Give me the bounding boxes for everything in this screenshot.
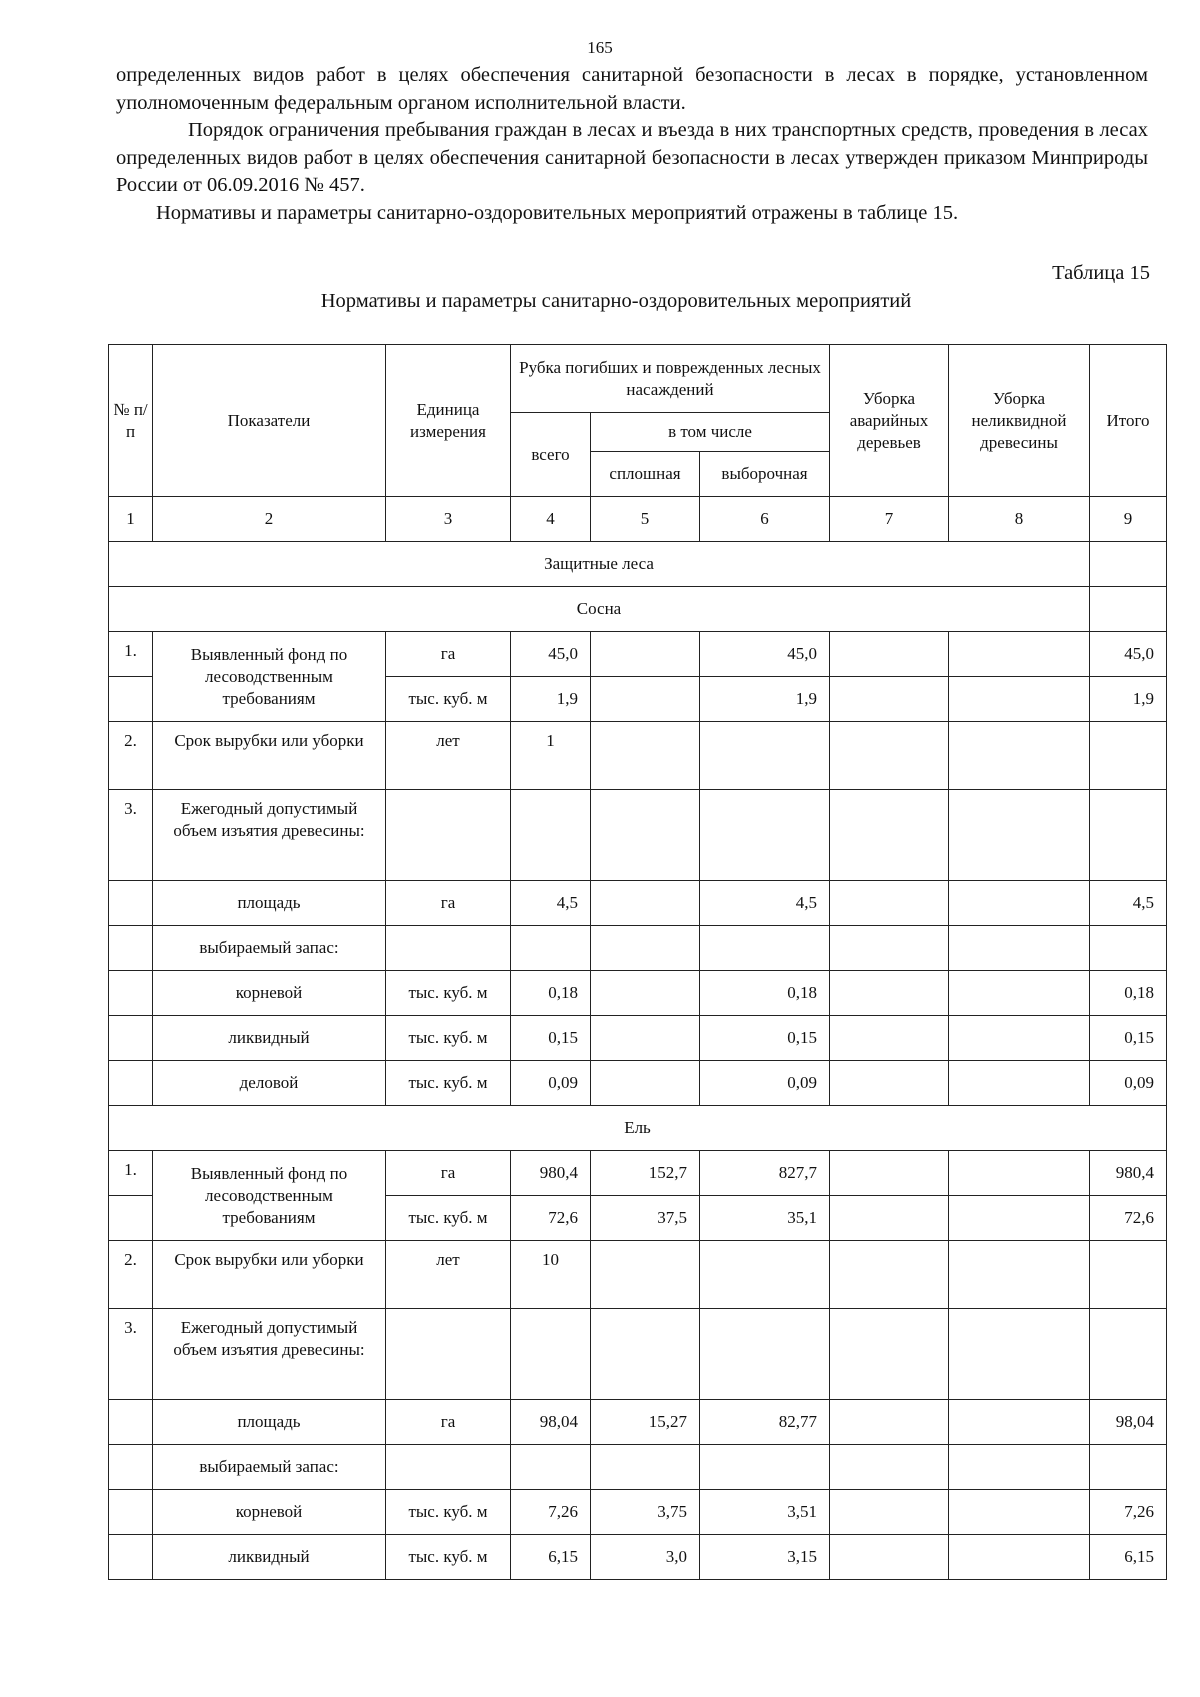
col-number: 5 [591,497,700,542]
species-title-spruce: Ель [109,1106,1167,1151]
header-num: № п/п [109,345,153,497]
header-total: Итого [1090,345,1167,497]
header-felling: Рубка погибших и поврежденных лесных насаждений [511,345,830,413]
header-emergency: Уборка аварийных деревьев [830,345,949,497]
intro-paragraph-2: Порядок ограничения пребывания граждан в лесах и въезда в них транспортных средств, проведения в лесах определенных видов работ в целях обеспечения санитарной безопасности в лесах утвержден приказом Минприроды России от 06.09.2016 № 457. [116,119,1148,196]
table-row: корневой тыс. куб. м 0,18 0,18 0,18 [109,971,1167,1016]
col-number: 2 [153,497,386,542]
col-number: 6 [700,497,830,542]
table-row: выбираемый запас: [109,1445,1167,1490]
table-row: площадь га 4,5 4,5 4,5 [109,881,1167,926]
page-number: 165 [587,38,613,57]
header-clear: сплошная [591,452,700,497]
table-row: ликвидный тыс. куб. м 6,15 3,0 3,15 6,15 [109,1535,1167,1580]
intro-text [116,62,1148,227]
table-row: 2. Срок вырубки или уборки лет 1 [109,722,1167,790]
table-row: 1. Выявленный фонд по лесоводственным требованиям га 45,0 45,0 45,0 [109,632,1167,677]
header-including: в том числе [591,413,830,452]
intro-paragraph-3: Нормативы и параметры санитарно-оздоровительных мероприятий отражены в таблице 15. [156,201,959,224]
table-row: ликвидный тыс. куб. м 0,15 0,15 0,15 [109,1016,1167,1061]
table-row: тыс. куб. м 1,9 1,9 1,9 [109,677,1167,722]
table-row: тыс. куб. м 72,6 37,5 35,1 72,6 [109,1196,1167,1241]
table-label: Таблица 15 [1052,262,1150,284]
table-row: 3. Ежегодный допустимый объем изъятия древесины: [109,790,1167,881]
table-row: выбираемый запас: [109,926,1167,971]
row-label: Выявленный фонд по лесоводственным требованиям [153,632,386,722]
row-label: Ежегодный допустимый объем изъятия древесины: [153,1309,386,1400]
table-row: деловой тыс. куб. м 0,09 0,09 0,09 [109,1061,1167,1106]
table-row: 1. Выявленный фонд по лесоводственным требованиям га 980,4 152,7 827,7 980,4 [109,1151,1167,1196]
col-number: 3 [386,497,511,542]
row-label: Срок вырубки или уборки [153,722,386,790]
row-label: Ежегодный допустимый объем изъятия древесины: [153,790,386,881]
header-unit: Единица измерения [386,345,511,497]
sanitary-measures-table [108,344,1167,1580]
col-number: 9 [1090,497,1167,542]
col-number: 8 [949,497,1090,542]
table-title: Нормативы и параметры санитарно-оздоровительных мероприятий [320,290,912,312]
table-row: площадь га 98,04 15,27 82,77 98,04 [109,1400,1167,1445]
row-label: Срок вырубки или уборки [153,1241,386,1309]
header-illiquid: Уборка неликвидной древесины [949,345,1090,497]
col-number: 1 [109,497,153,542]
header-indicators: Показатели [153,345,386,497]
section-title: Защитные леса [109,542,1090,587]
table-row: 3. Ежегодный допустимый объем изъятия древесины: [109,1309,1167,1400]
table-row: 2. Срок вырубки или уборки лет 10 [109,1241,1167,1309]
col-number: 7 [830,497,949,542]
header-total-all: всего [511,413,591,497]
species-title-pine: Сосна [109,587,1090,632]
row-label: Выявленный фонд по лесоводственным требованиям [153,1151,386,1241]
intro-paragraph-1: определенных видов работ в целях обеспечения санитарной безопасности в лесах в порядке, установленном уполномоченным федеральным органом исполнительной власти. [116,64,1148,114]
col-number: 4 [511,497,591,542]
table-row: корневой тыс. куб. м 7,26 3,75 3,51 7,26 [109,1490,1167,1535]
header-selective: выборочная [700,452,830,497]
